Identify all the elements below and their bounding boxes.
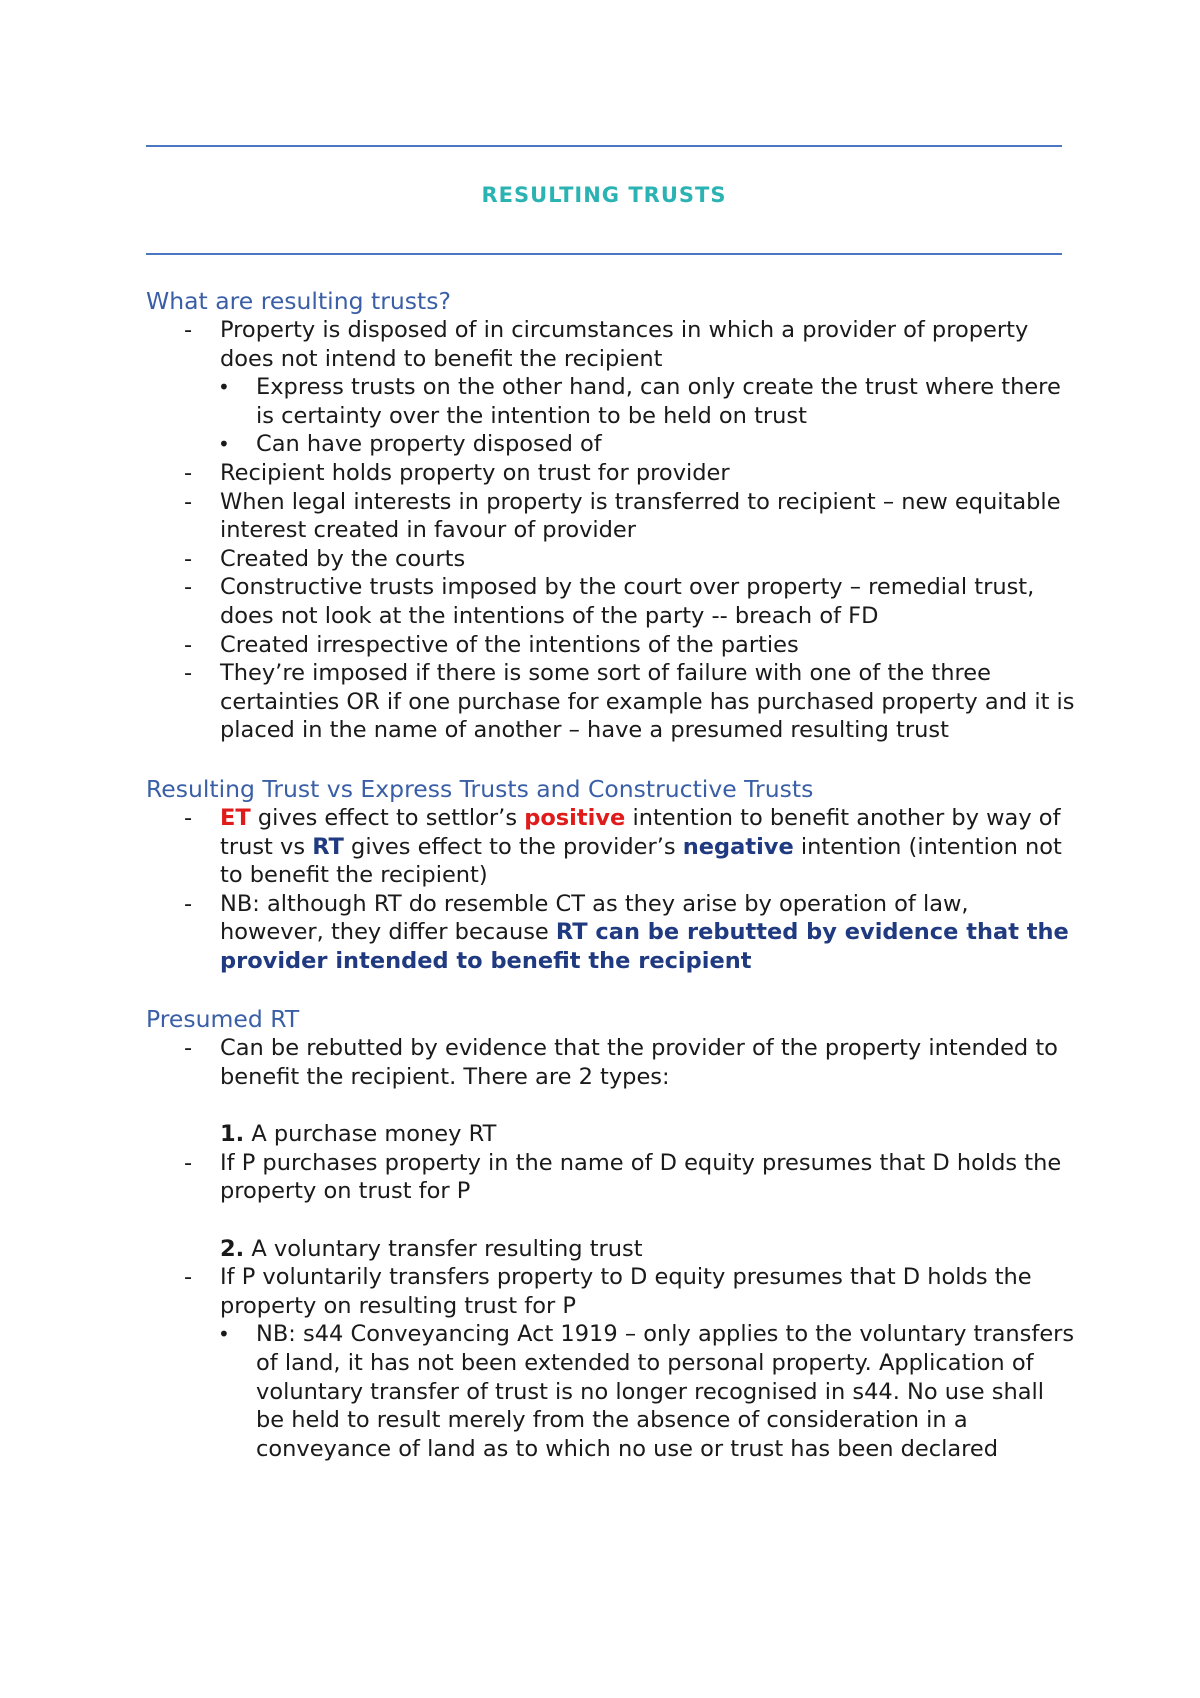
list-item: - If P purchases property in the name of D equity presumes that D holds the property on trust for P — [184, 1149, 1062, 1205]
dash-marker: - — [184, 660, 193, 687]
list-item: - If P voluntarily transfers property to D equity presumes that D holds the property on resulting trust for P — [184, 1264, 1032, 1319]
list-item: - Recipient holds property on trust for provider — [184, 459, 730, 486]
section-rt-vs-et-ct — [146, 774, 1076, 976]
list-item: - NB: although RT do resemble CT as they arise by operation of law, however, they differ because RT can be rebutted by evidence that the provider intended to benefit the recipient — [184, 890, 1069, 974]
list-item: - When legal interests in property is transferred to recipient – new equitable interest created in favour of provider — [184, 488, 1061, 544]
rt-term: RT — [312, 833, 344, 860]
bullet-marker: • — [218, 375, 230, 400]
list-item: - ET gives effect to settlor’s positive intention to benefit another by way of trust vs RT gives effect to the provider’s negative intention (intention not to benefit the recipient) — [184, 804, 1062, 889]
list-item: - Constructive trusts imposed by the court over property – remedial trust, does not look at the intentions of the party -- breach of FD — [184, 574, 1035, 629]
list-item: • Can have property disposed of — [218, 431, 602, 458]
dash-marker: - — [184, 804, 193, 831]
section-what-are-resulting-trusts — [146, 286, 1076, 745]
dash-marker: - — [184, 317, 193, 343]
list-item: - Can be rebutted by evidence that the provider of the property intended to benefit the recipient. There are 2 types: — [184, 1035, 1058, 1091]
document-body — [146, 286, 1076, 1492]
bottom-rule — [146, 253, 1062, 255]
et-term: ET — [220, 804, 251, 831]
dash-marker: - — [184, 1264, 193, 1291]
dash-marker: - — [184, 459, 193, 486]
section-presumed-rt — [146, 1004, 1076, 1463]
dash-marker: - — [184, 1149, 193, 1176]
dash-marker: - — [184, 545, 193, 572]
section-heading: What are resulting trusts? — [146, 287, 451, 315]
list-item: - They’re imposed if there is some sort of failure with one of the three certainties OR if one purchase for example has purchased property and it is placed in the name of another – have a presumed resulting trust — [184, 660, 1075, 744]
numbered-type-heading: 2. A voluntary transfer resulting trust — [220, 1235, 643, 1262]
list-item: - Property is disposed of in circumstances in which a provider of property does not intend to benefit the recipient — [184, 317, 1029, 372]
page-title: RESULTING TRUSTS — [481, 183, 727, 207]
list-item: • Express trusts on the other hand, can only create the trust where there is certainty over the intention to be held on trust — [218, 374, 1061, 429]
dash-marker: - — [184, 574, 193, 601]
positive-term: positive — [524, 804, 626, 831]
dash-marker: - — [184, 488, 193, 515]
dash-marker: - — [184, 1035, 193, 1062]
dash-marker: - — [184, 631, 193, 658]
section-heading: Presumed RT — [146, 1005, 300, 1034]
bullet-marker: • — [218, 432, 230, 457]
list-item: - Created irrespective of the intentions of the parties — [184, 631, 799, 658]
list-item: - Created by the courts — [184, 545, 466, 572]
bullet-marker: • — [218, 1322, 230, 1347]
numbered-type-heading: 1. A purchase money RT — [220, 1121, 497, 1148]
negative-term: negative — [682, 833, 794, 860]
rebuttal-emphasis: RT can be rebutted by evidence that the provider intended to benefit the recipient — [220, 919, 1069, 974]
dash-marker: - — [184, 890, 193, 917]
list-item: • NB: s44 Conveyancing Act 1919 – only applies to the voluntary transfers of land, it has not been extended to personal property. Application of voluntary transfer of trust is no longer recognised in s44. No use shall be held to result merely from the absence of consideration in a conveyance of land as to which no use or trust has been declared — [218, 1321, 1075, 1462]
top-rule — [146, 145, 1062, 147]
section-heading: Resulting Trust vs Express Trusts and Constructive Trusts — [146, 774, 814, 803]
